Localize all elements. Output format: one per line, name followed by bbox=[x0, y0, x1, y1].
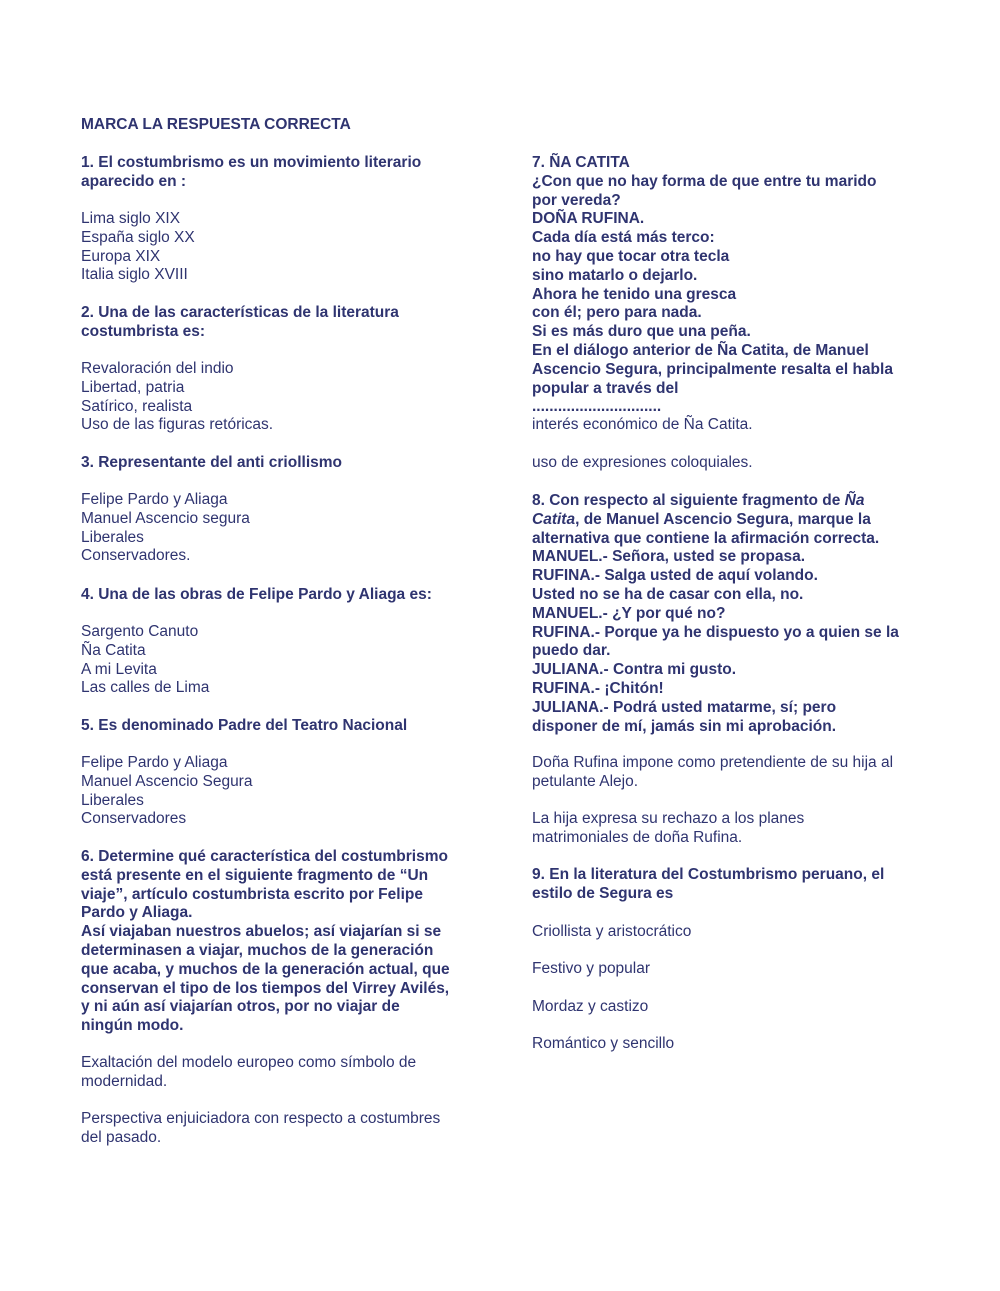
q4-question bbox=[81, 586, 481, 605]
q8-question-text: , de Manuel Ascencio Segura, marque la bbox=[575, 510, 871, 528]
q9-option[interactable] bbox=[532, 923, 932, 942]
q7-question-line: Si es más duro que una peña. bbox=[532, 323, 751, 341]
q6-question-line: Así viajaban nuestros abuelos; así viajarían si se bbox=[81, 923, 442, 941]
q8-question-line: puedo dar. bbox=[532, 642, 611, 660]
q6-question-line: determinasen a viajar, muchos de la generación bbox=[81, 941, 434, 959]
q8-question-line bbox=[532, 492, 932, 511]
q7-question-line: no hay que tocar otra tecla bbox=[532, 247, 730, 265]
q5-option[interactable]: Liberales bbox=[81, 791, 144, 809]
q9-option[interactable] bbox=[532, 998, 932, 1017]
q7-question-line: ¿Con que no hay forma de que entre tu marido bbox=[532, 172, 877, 190]
q4-options bbox=[81, 623, 481, 698]
q8-option-line[interactable]: petulante Alejo. bbox=[532, 772, 639, 790]
q7-question-line: DOÑA RUFINA. bbox=[532, 210, 645, 228]
q6-question-line: viaje”, artículo costumbrista escrito por Felipe bbox=[81, 885, 423, 903]
q6-question-line: y ni aún así viajarían otros, por no viajar de bbox=[81, 998, 400, 1016]
q8-question-line: alternativa que contiene la afirmación correcta. bbox=[532, 529, 880, 547]
q8-question-line: Usted no se ha de casar con ella, no. bbox=[532, 585, 804, 603]
q6-question-line: 6. Determine qué característica del costumbrismo bbox=[81, 848, 448, 865]
q5-options bbox=[81, 754, 481, 829]
q6-question-line: está presente en el siguiente fragmento de “Un bbox=[81, 866, 429, 884]
q1-option[interactable]: Lima siglo XIX bbox=[81, 210, 181, 227]
q5-question-line: 5. Es denominado Padre del Teatro Nacional bbox=[81, 717, 408, 734]
q8-question-line: MANUEL.- Señora, usted se propasa. bbox=[532, 548, 806, 566]
q4-option[interactable]: Sargento Canuto bbox=[81, 623, 199, 640]
q6-question-line: conservan el tipo de los tiempos del Virrey Avilés, bbox=[81, 979, 450, 997]
q9-option-line[interactable]: Criollista y aristocrático bbox=[532, 923, 692, 940]
q7-question-line: Ascencio Segura, principalmente resalta el habla bbox=[532, 360, 893, 378]
q9-option-line[interactable]: Festivo y popular bbox=[532, 960, 651, 977]
q9-option-line[interactable]: Mordaz y castizo bbox=[532, 998, 649, 1015]
q8-option-2[interactable] bbox=[532, 810, 932, 848]
q2-question-line: costumbrista es: bbox=[81, 322, 206, 340]
q8-question-line: disponer de mí, jamás sin mi aprobación. bbox=[532, 717, 837, 735]
q5-option[interactable]: Felipe Pardo y Aliaga bbox=[81, 754, 228, 771]
q6-option-line[interactable]: del pasado. bbox=[81, 1128, 162, 1146]
q1-option[interactable]: España siglo XX bbox=[81, 228, 195, 246]
q1-question-line: 1. El costumbrismo es un movimiento literario bbox=[81, 154, 422, 171]
q8-question-line: MANUEL.- ¿Y por qué no? bbox=[532, 604, 726, 622]
q8-option-line[interactable]: matrimoniales de doña Rufina. bbox=[532, 828, 743, 846]
q8-question-line bbox=[532, 511, 932, 530]
q5-question bbox=[81, 717, 481, 736]
q1-options bbox=[81, 210, 481, 285]
q2-option[interactable]: Revaloración del indio bbox=[81, 360, 234, 377]
q6-question-line: que acaba, y muchos de la generación actual, que bbox=[81, 960, 450, 978]
q8-question-line: RUFINA.- ¡Chitón! bbox=[532, 679, 664, 697]
q4-option[interactable]: A mi Levita bbox=[81, 660, 157, 678]
q4-question-line: 4. Una de las obras de Felipe Pardo y Aliaga es: bbox=[81, 586, 432, 603]
q9-option[interactable] bbox=[532, 960, 932, 979]
q7-question-line: En el diálogo anterior de Ña Catita, de Manuel bbox=[532, 341, 869, 359]
q7-question-line: Cada día está más terco: bbox=[532, 229, 715, 247]
worksheet-title: MARCA LA RESPUESTA CORRECTA bbox=[81, 116, 351, 133]
q8-question-text: 8. Con respecto al siguiente fragmento de bbox=[532, 492, 845, 509]
q1-question bbox=[81, 154, 481, 192]
q2-options bbox=[81, 360, 481, 435]
q7-option-line[interactable]: uso de expresiones coloquiales. bbox=[532, 454, 753, 471]
q9-option-line[interactable]: Romántico y sencillo bbox=[532, 1035, 675, 1052]
q2-question bbox=[81, 304, 481, 342]
q8-question-line: JULIANA.- Contra mi gusto. bbox=[532, 661, 737, 679]
q5-option[interactable]: Conservadores bbox=[81, 810, 187, 828]
q8-question-line: JULIANA.- Podrá usted matarme, sí; pero bbox=[532, 698, 837, 716]
q3-option[interactable]: Manuel Ascencio segura bbox=[81, 509, 250, 527]
q6-question-line: Pardo y Aliaga. bbox=[81, 904, 193, 922]
q6-question-line: ningún modo. bbox=[81, 1017, 184, 1035]
q3-question bbox=[81, 454, 481, 473]
q8-question bbox=[532, 492, 932, 736]
q8-work-title: Catita bbox=[532, 510, 576, 528]
q9-option[interactable] bbox=[532, 1035, 932, 1054]
q7-question-line: 7. ÑA CATITA bbox=[532, 154, 630, 171]
q7-option-line[interactable]: interés económico de Ña Catita. bbox=[532, 416, 753, 433]
q2-option[interactable]: Libertad, patria bbox=[81, 378, 185, 396]
q8-work-title: Ña bbox=[844, 492, 865, 509]
q7-question-line: por vereda? bbox=[532, 191, 621, 209]
q1-question-line: aparecido en : bbox=[81, 172, 187, 190]
q6-option-line[interactable]: Perspectiva enjuiciadora con respecto a costumbres bbox=[81, 1110, 441, 1127]
q6-question bbox=[81, 848, 481, 1036]
q8-option-line[interactable]: Doña Rufina impone como pretendiente de su hija al bbox=[532, 754, 894, 771]
q7-question-line: popular a través del bbox=[532, 379, 679, 397]
q3-question-line: 3. Representante del anti criollismo bbox=[81, 454, 342, 471]
q7-question-line: .............................. bbox=[532, 398, 662, 416]
q6-option-line[interactable]: modernidad. bbox=[81, 1072, 168, 1090]
q4-option[interactable]: Las calles de Lima bbox=[81, 679, 210, 697]
q7-question-line: con él; pero para nada. bbox=[532, 304, 702, 322]
q3-option[interactable]: Liberales bbox=[81, 528, 144, 546]
q6-option-2[interactable] bbox=[81, 1110, 481, 1148]
q7-option-2[interactable] bbox=[532, 454, 932, 473]
q7-question-line: sino matarlo o dejarlo. bbox=[532, 266, 698, 284]
q8-question-line: RUFINA.- Salga usted de aquí volando. bbox=[532, 567, 818, 585]
q2-option[interactable]: Uso de las figuras retóricas. bbox=[81, 416, 274, 434]
q7-question-line: Ahora he tenido una gresca bbox=[532, 285, 737, 303]
q9-question bbox=[532, 866, 932, 904]
q5-option[interactable]: Manuel Ascencio Segura bbox=[81, 772, 253, 790]
q2-question-line: 2. Una de las características de la literatura bbox=[81, 304, 399, 321]
q8-question-line: RUFINA.- Porque ya he dispuesto yo a quien se la bbox=[532, 623, 899, 641]
q1-option[interactable]: Europa XIX bbox=[81, 247, 161, 265]
q1-option[interactable]: Italia siglo XVIII bbox=[81, 266, 188, 284]
q2-option[interactable]: Satírico, realista bbox=[81, 397, 193, 415]
q3-options bbox=[81, 491, 481, 566]
q6-option-1[interactable] bbox=[81, 1054, 481, 1092]
q3-option[interactable]: Conservadores. bbox=[81, 547, 191, 565]
q4-option[interactable]: Ña Catita bbox=[81, 641, 146, 659]
q8-option-1[interactable] bbox=[532, 754, 932, 792]
q7-question bbox=[532, 154, 932, 417]
q9-question-line: 9. En la literatura del Costumbrismo peruano, el bbox=[532, 866, 885, 883]
q3-option[interactable]: Felipe Pardo y Aliaga bbox=[81, 491, 228, 508]
q9-question-line: estilo de Segura es bbox=[532, 884, 674, 902]
q8-option-line[interactable]: La hija expresa su rechazo a los planes bbox=[532, 810, 805, 827]
q6-option-line[interactable]: Exaltación del modelo europeo como símbolo de bbox=[81, 1054, 417, 1071]
q7-option-1[interactable] bbox=[532, 416, 932, 435]
